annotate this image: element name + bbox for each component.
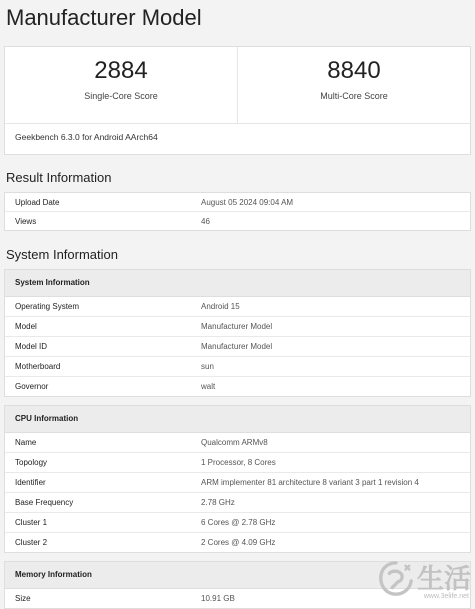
table-row [5, 533, 470, 552]
table-row [5, 193, 470, 212]
row-value: Manufacturer Model [201, 322, 273, 331]
row-value: 1 Processor, 8 Cores [201, 458, 276, 467]
row-key: Cluster 2 [15, 538, 48, 547]
table-row [5, 493, 470, 513]
row-key: Upload Date [15, 197, 60, 207]
score-row [5, 47, 470, 124]
table-row [5, 513, 470, 533]
result-information-title: Result Information [6, 170, 112, 185]
table-row [5, 317, 470, 337]
multi-core-score-label: Multi-Core Score [320, 91, 388, 101]
multi-core-score-value: 8840 [327, 57, 381, 84]
row-key: Views [15, 216, 37, 226]
table-row [5, 453, 470, 473]
table-row [5, 473, 470, 493]
row-key: Model [15, 322, 37, 331]
row-key: Governor [15, 382, 49, 391]
table-header: System Information [5, 270, 470, 297]
table-header: Memory Information [5, 562, 470, 589]
row-key: Name [15, 438, 37, 447]
row-value: August 05 2024 09:04 AM [201, 197, 294, 207]
row-key: Model ID [15, 342, 48, 351]
row-key: Operating System [15, 302, 80, 311]
row-value: Qualcomm ARMv8 [201, 438, 268, 447]
table-row [5, 212, 470, 230]
row-value: Android 15 [201, 302, 240, 311]
page-title: Manufacturer Model [6, 5, 202, 30]
single-core-score [5, 47, 237, 123]
result-information-table [4, 192, 471, 231]
row-value: 46 [201, 216, 210, 226]
row-key: Base Frequency [15, 498, 74, 507]
table-row [5, 337, 470, 357]
row-value: ARM implementer 81 architecture 8 variant 3 part 1 revision 4 [201, 478, 419, 487]
row-key: Cluster 1 [15, 518, 48, 527]
table-row [5, 297, 470, 317]
single-core-score-label: Single-Core Score [84, 91, 158, 101]
system-information-table [4, 269, 471, 397]
row-key: Size [15, 594, 31, 603]
score-card [4, 46, 471, 155]
row-key: Motherboard [15, 362, 61, 371]
table-header: CPU Information [5, 406, 470, 433]
row-value: Manufacturer Model [201, 342, 273, 351]
table-row [5, 433, 470, 453]
table-row [5, 377, 470, 396]
watermark-url: www.3elife.net [423, 593, 469, 600]
cpu-information-table [4, 405, 471, 553]
table-row [5, 357, 470, 377]
row-value: 6 Cores @ 2.78 GHz [201, 518, 276, 527]
system-information-title: System Information [6, 247, 118, 262]
row-value: 10.91 GB [201, 594, 235, 603]
single-core-score-value: 2884 [94, 57, 148, 84]
row-value: 2 Cores @ 4.09 GHz [201, 538, 276, 547]
row-key: Topology [15, 458, 48, 467]
row-value: walt [201, 382, 216, 391]
row-value: sun [201, 362, 214, 371]
row-key: Identifier [15, 478, 46, 487]
watermark-logo-icon [377, 560, 415, 598]
multi-core-score [237, 47, 470, 123]
benchmark-version: Geekbench 6.3.0 for Android AArch64 [15, 132, 158, 142]
row-value: 2.78 GHz [201, 498, 235, 507]
watermark-brand: 生活 [417, 564, 471, 594]
